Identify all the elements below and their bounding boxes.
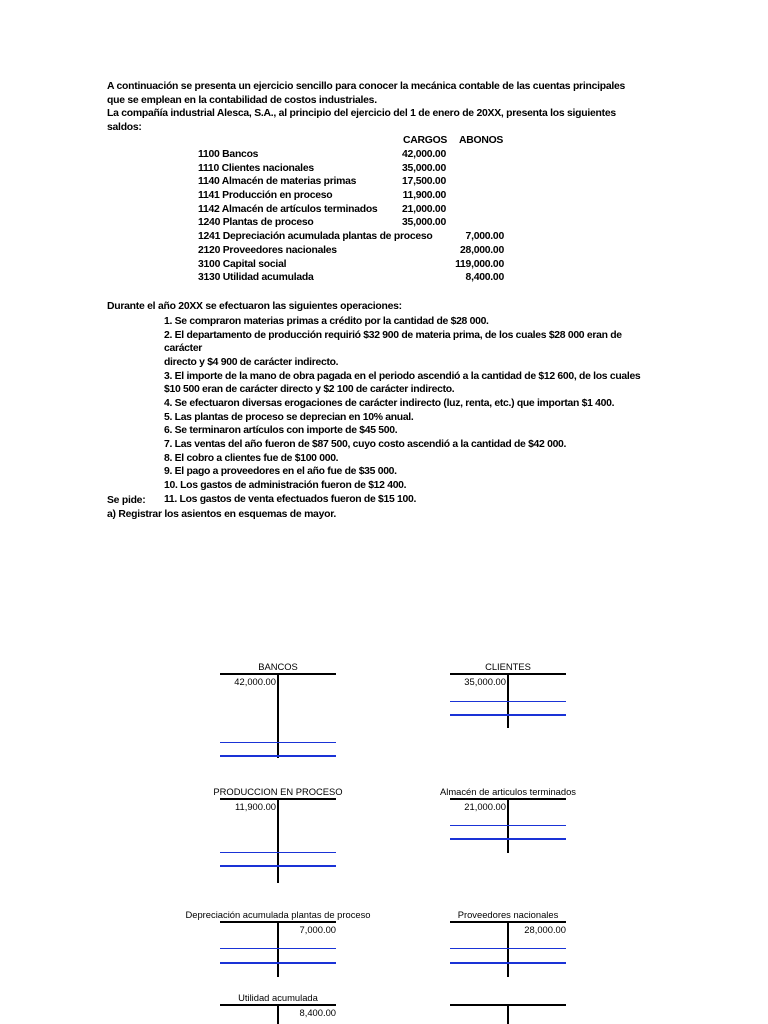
intro-line: saldos: [107,121,142,133]
t-account-title: Depreciación acumulada plantas de proceso [185,909,371,920]
operations-list [164,315,654,506]
cargo-value: 17,500.00 [402,176,446,188]
t-account-debit: 11,900.00 [234,801,276,812]
account-name: 1100 Bancos [198,149,259,160]
total-line [220,852,336,853]
balance-row [198,217,518,231]
account-name: 1240 Plantas de proceso [198,217,314,229]
cargo-value: 11,900.00 [402,190,446,202]
account-name: 1140 Almacén de materias primas [198,176,357,188]
double-total-line [450,714,566,716]
intro-line: A continuación se presenta un ejercicio sencillo para conocer la mecánica contable de las cuentas principales [107,81,626,92]
cargo-value: 35,000.00 [402,162,446,174]
balance-row [198,204,518,218]
balance-row [198,190,518,204]
t-account-produccion-en-proceso [213,786,343,896]
operation-line: 11. Los gastos de venta efectuados fueron de $15 100. [164,493,417,505]
total-line [450,948,566,949]
balance-row [198,272,518,286]
operation-line: 7. Las ventas del año fueron de $87 500, cuyo costo ascendió a la cantidad de $42 000. [164,438,567,450]
t-account-debit: 21,000.00 [464,801,506,812]
t-account-utilidad-acumulada [220,992,336,1024]
operation-line: 10. Los gastos de administración fueron de $12 400. [164,479,407,491]
operation-line: 5. Las plantas de proceso se deprecian en 10% anual. [164,411,414,423]
operation-line: 2. El departamento de producción requirió $32 900 de materia prima, de los cuales $28 000 eran de carácter [164,329,622,355]
balance-row [198,231,518,245]
request-section [107,494,336,521]
intro-line: La compañía industrial Alesca, S.A., al principio del ejercicio del 1 de enero de 20XX, presenta los siguientes [107,108,616,120]
cargos-header: CARGOS [403,135,448,146]
account-name: 3100 Capital social [198,258,287,270]
total-line [220,742,336,743]
t-account-title: Utilidad acumulada [238,992,318,1003]
t-account-title: PRODUCCION EN PROCESO [213,786,343,797]
request-item: a) Registrar los asientos en esquemas de mayor. [107,508,337,520]
cargo-value: 21,000.00 [402,203,446,215]
operation-line: 1. Se compraron materias primas a crédito por la cantidad de $28 000. [164,316,489,327]
t-account-title: BANCOS [258,661,298,672]
t-account-credit: 8,400.00 [299,1007,336,1018]
t-account-debit: 35,000.00 [464,676,506,687]
t-account-credit: 28,000.00 [524,924,566,935]
account-name: 2120 Proveedores nacionales [198,244,337,256]
t-account-title: CLIENTES [485,661,531,672]
operation-line: 9. El pago a proveedores en el año fue de $35 000. [164,466,397,478]
operation-line: 4. Se efectuaron diversas erogaciones de carácter indirecto (luz, renta, etc.) que importan $1 400. [164,397,615,409]
t-account-stem [277,1005,279,1024]
account-name: 1141 Producción en proceso [198,190,333,202]
abono-value: 28,000.00 [460,244,504,256]
operation-line: 8. El cobro a clientes fue de $100 000. [164,452,339,464]
balances-table [198,149,518,286]
balance-row [198,259,518,273]
t-account-credit: 7,000.00 [299,924,336,935]
abono-value: 8,400.00 [465,272,504,284]
t-account-stem [507,1005,509,1024]
intro-paragraph [107,80,627,134]
double-total-line [450,838,566,840]
cargo-value: 42,000.00 [402,149,446,160]
balance-row [198,245,518,259]
operations-title: Durante el año 20XX se efectuaron las siguientes operaciones: [107,301,402,312]
account-name: 1110 Clientes nacionales [198,162,314,174]
total-line [450,825,566,826]
operation-line: 6. Se terminaron artículos con importe de $45 500. [164,425,398,437]
t-account-stem [277,922,279,977]
abono-value: 7,000.00 [465,231,504,243]
t-account-title: Proveedores nacionales [457,909,559,920]
t-account-stem [277,674,279,758]
abono-value: 119,000.00 [455,258,504,270]
t-account-stem [277,799,279,883]
t-account-debit: 42,000.00 [234,676,276,687]
intro-line: que se emplean en la contabilidad de costos industriales. [107,94,377,106]
account-name: 1241 Depreciación acumulada plantas de proceso [198,231,433,243]
double-total-line [450,962,566,964]
t-account-blank [450,992,566,1024]
total-line [450,701,566,702]
operation-line: directo y $4 900 de carácter indirecto. [164,356,339,368]
t-account-clientes [450,661,566,771]
t-account-stem [507,799,509,853]
t-account-stem [507,922,509,977]
account-name: 1142 Almacén de artículos terminados [198,203,378,215]
t-account-title: Almacén de articulos terminados [439,786,576,797]
balance-row [198,163,518,177]
balance-row [198,176,518,190]
t-account-bancos [220,661,336,771]
account-name: 3130 Utilidad acumulada [198,272,314,284]
balance-row [198,149,518,163]
operation-line: 3. El importe de la mano de obra pagada en el periodo ascendió a la cantidad de $12 600, de los cuales [164,370,641,382]
request-heading: Se pide: [107,495,146,506]
t-account-almacen-articulos-terminados [439,786,576,896]
total-line [220,948,336,949]
cargo-value: 35,000.00 [402,217,446,229]
double-total-line [220,755,336,757]
double-total-line [220,865,336,867]
operation-line: $10 500 eran de carácter directo y $2 100 de carácter indirecto. [164,384,455,396]
double-total-line [220,962,336,964]
abonos-header: ABONOS [459,135,504,146]
